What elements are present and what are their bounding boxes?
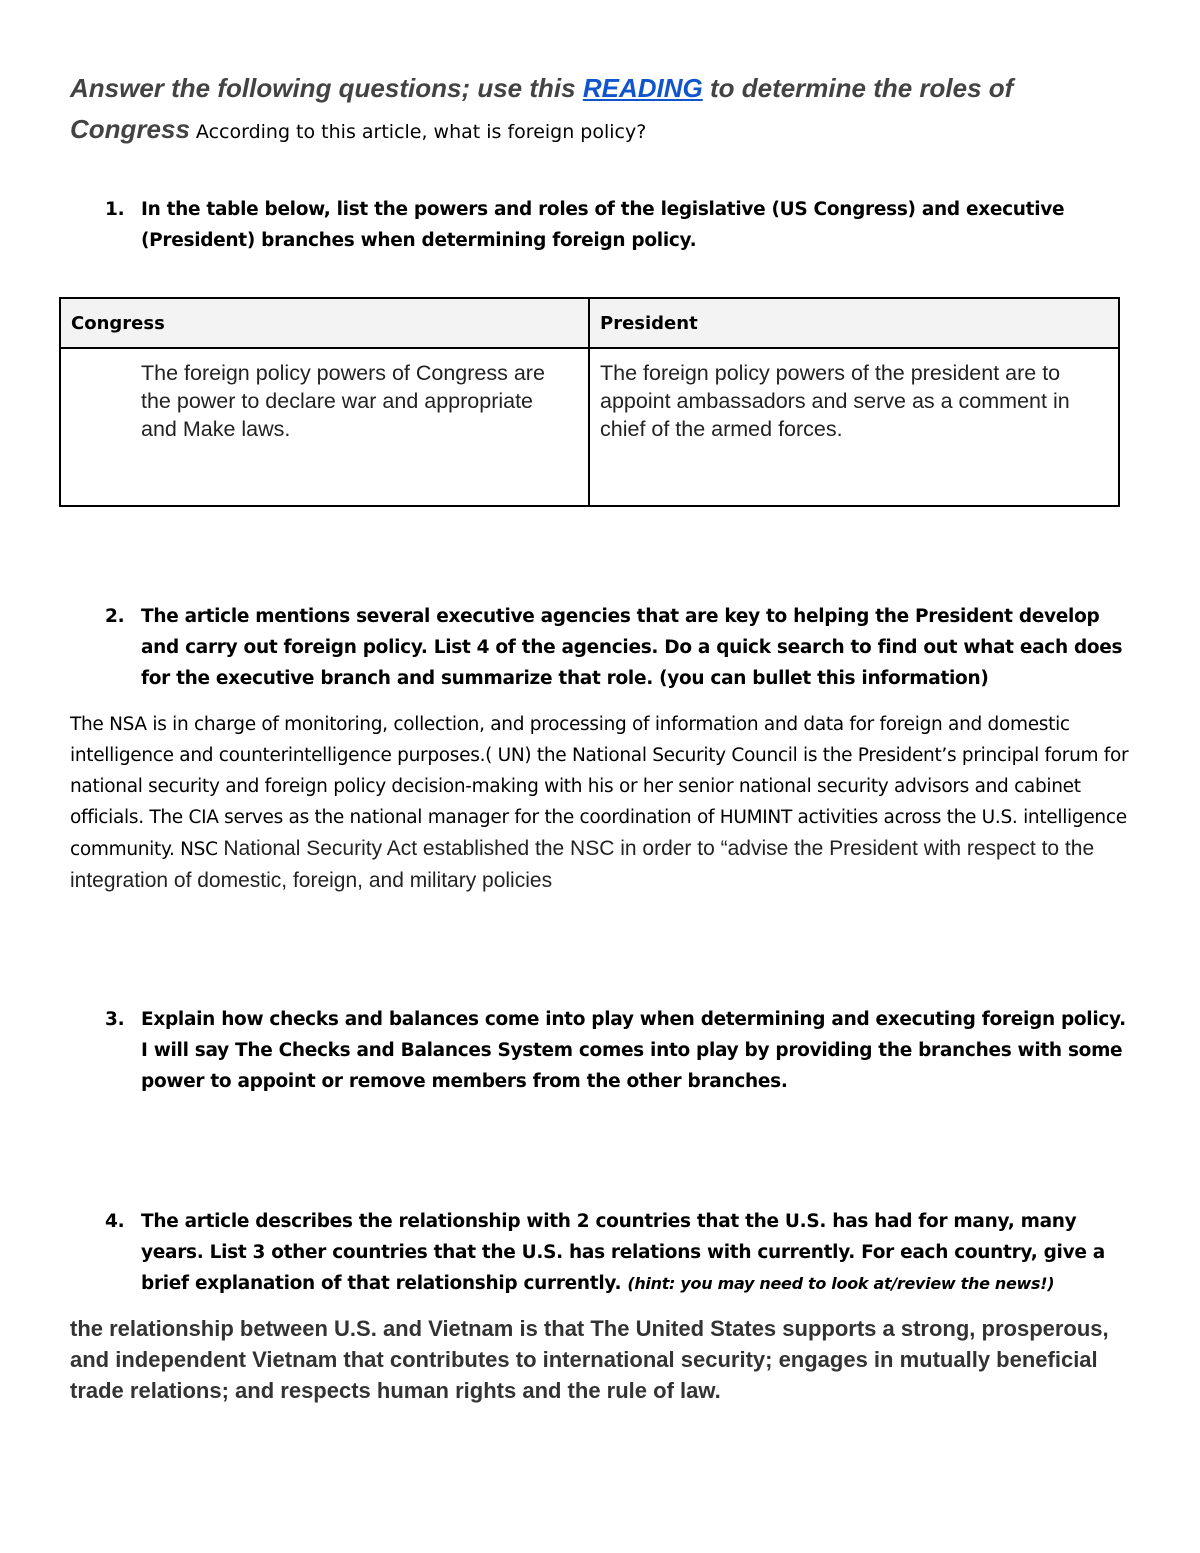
question-text: The article mentions several executive agencies that are key to helping the President develop and carry out foreign policy. List 4 of the agencies. Do a quick search to find out what each does for the executive branch and summarize that role. (you can bullet this information) (141, 606, 1123, 689)
question-number: 2. (105, 606, 125, 627)
question-3 (105, 1004, 1135, 1097)
question-number: 3. (105, 1009, 125, 1030)
answer-2-main: The NSA is in charge of monitoring, collection, and processing of information and data for foreign and domestic intelligence and counterintelligence purposes.( UN) the National Security Council is the President’s principal forum for national security and foreign policy decision-making with his or her senior national security advisors and cabinet officials. The CIA serves as the national manager for the coordination of HUMINT activities across the U.S. intelligence community. NSC (70, 714, 1129, 860)
question-4-body: The article describes the relationship with 2 countries that the U.S. has had for many, many years. List 3 other countries that the U.S. has relations with currently. For each country, give a brief explanation of that relationship currently. (141, 1211, 1105, 1294)
congress-powers-cell[interactable]: The foreign policy powers of Congress are the power to declare war and appropriate and Make laws. (60, 348, 589, 506)
foreign-policy-question: According to this article, what is foreign policy? (195, 121, 647, 143)
instructions-header (70, 70, 1140, 152)
question-number: 1. (105, 199, 125, 220)
instructions-line2: Congress (70, 114, 190, 144)
table-header-row (60, 298, 1119, 348)
instructions-prefix: Answer the following questions; use this (70, 73, 583, 103)
reading-link[interactable]: READING (582, 73, 703, 103)
president-powers-cell[interactable]: The foreign policy powers of the president are to appoint ambassadors and serve as a comment in chief of the armed forces. (589, 348, 1119, 506)
question-number: 4. (105, 1211, 125, 1232)
question-2 (105, 601, 1135, 694)
question-text: In the table below, list the powers and roles of the legislative (US Congress) and executive (President) branches when determining foreign policy. (141, 199, 1065, 251)
president-header: President (589, 298, 1119, 348)
table-row (60, 348, 1119, 506)
powers-table (59, 297, 1120, 507)
question-4 (105, 1206, 1135, 1299)
question-4-hint: (hint: you may need to look at/review the news!) (627, 1274, 1055, 1293)
question-text: Explain how checks and balances come into play when determining and executing foreign policy. I will say The Checks and Balances System comes into play by providing the branches with some power to appoint or remove members from the other branches. (141, 1009, 1126, 1092)
congress-header: Congress (60, 298, 589, 348)
instructions-suffix: to determine the roles of (702, 73, 1014, 103)
answer-2-nsc: National Security Act established the NSC in order to “advise the President with respect to the integration of domestic, foreign, and military policies (70, 837, 1095, 892)
answer-4[interactable]: the relationship between U.S. and Vietnam is that The United States supports a strong, prosperous, and independent Vietnam that contributes to international security; engages in mutually beneficial trade relations; and respects human rights and the rule of law. (70, 1316, 1109, 1403)
question-text (141, 1206, 1135, 1299)
answer-2[interactable] (70, 709, 1150, 897)
question-1 (105, 194, 1135, 256)
